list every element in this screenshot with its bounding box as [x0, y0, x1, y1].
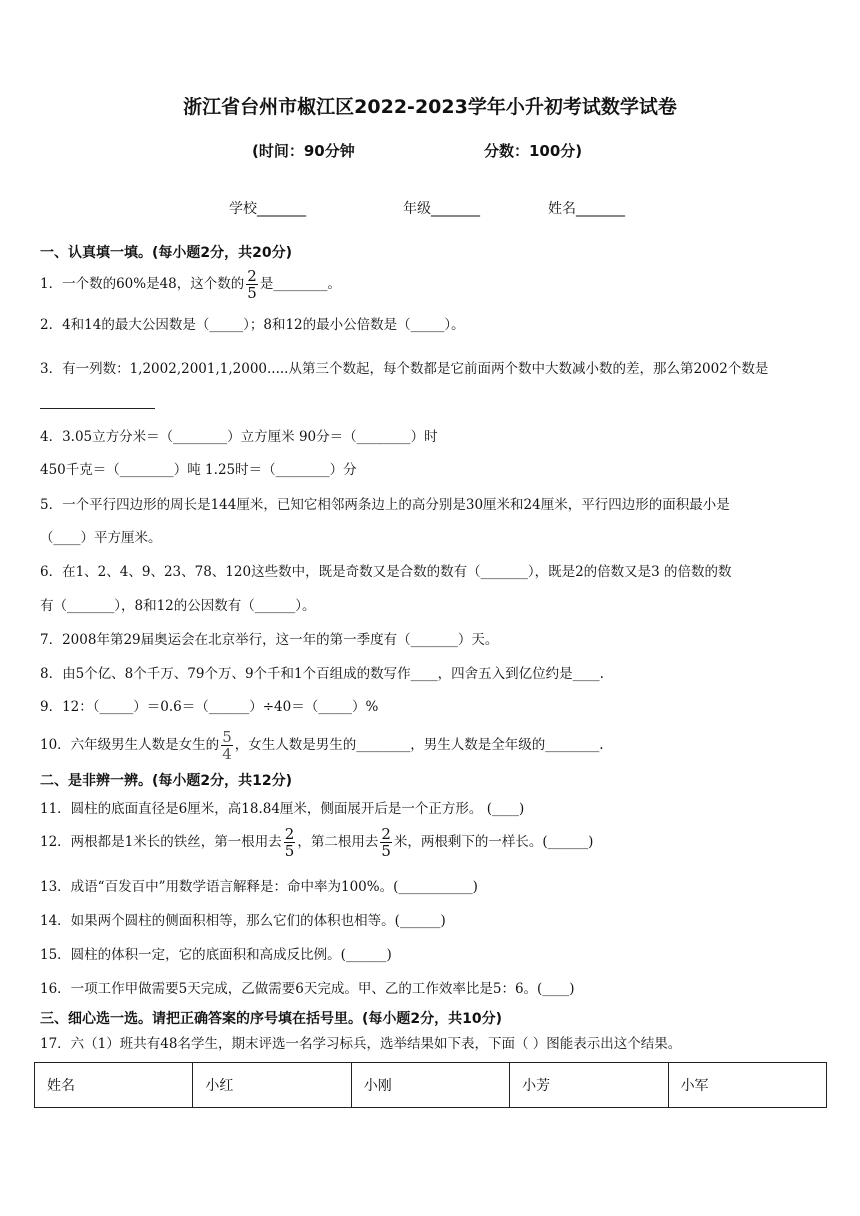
question-12 — [40, 826, 593, 859]
question-11: 11．圆柱的底面直径是6厘米，高18.84厘米，侧面展开后是一个正方形。 (____) — [40, 801, 525, 817]
section-2-heading: 二、是非辨一辨。(每小题2分，共12分) — [40, 773, 293, 789]
table-cell: 姓名 — [35, 1063, 193, 1108]
question-4-line-1: 4．3.05立方分米＝（________）立方厘米 90分＝（________）时 — [40, 429, 438, 445]
name-field: 姓名_______ — [548, 201, 625, 217]
question-12-tail: 米，两根剩下的一样长。(______) — [393, 834, 594, 850]
question-10-text: 10．六年级男生人数是女生的 — [40, 737, 220, 753]
fraction — [284, 826, 296, 859]
question-13: 13．成语“百发百中”用数学语言解释是：命中率为100%。(___________) — [40, 879, 478, 895]
exam-score: 分数：100分) — [484, 142, 583, 160]
question-4-line-2: 450千克＝（________）吨 1.25时＝（________）分 — [40, 462, 357, 478]
question-10-tail: ，女生人数是男生的________，男生人数是全年级的________. — [234, 737, 604, 753]
exam-time: (时间：90分钟 — [252, 142, 355, 160]
fraction-denominator: 5 — [247, 284, 257, 302]
table-cell: 小芳 — [510, 1063, 668, 1108]
fraction — [380, 826, 392, 859]
fraction-denominator: 4 — [222, 745, 232, 763]
question-16: 16．一项工作甲做需要5天完成，乙做需要6天完成。甲、乙的工作效率比是5：6。(____) — [40, 981, 575, 997]
table-row — [35, 1063, 827, 1108]
question-1-tail: 是________。 — [259, 276, 341, 292]
section-3-heading: 三、细心选一选。请把正确答案的序号填在括号里。(每小题2分，共10分) — [40, 1011, 503, 1027]
exam-title: 浙江省台州市椒江区2022-2023学年小升初考试数学试卷 — [183, 96, 677, 118]
question-17: 17．六（1）班共有48名学生，期末评选一名学习标兵，选举结果如下表，下面（ ）图能表示出这个结果。 — [40, 1036, 682, 1052]
question-9: 9．12：（_____）＝0.6＝（______）÷40＝（_____）% — [40, 699, 379, 715]
fraction — [221, 729, 233, 762]
fraction — [246, 268, 258, 301]
question-12-mid: ，第二根用去 — [297, 834, 379, 850]
fraction-numerator: 2 — [247, 267, 257, 285]
fraction-denominator: 5 — [284, 842, 295, 860]
fraction-numerator: 2 — [284, 825, 295, 843]
grade-field: 年级_______ — [403, 201, 480, 217]
fraction-denominator: 5 — [381, 842, 391, 860]
question-7: 7．2008年第29届奥运会在北京举行，这一年的第一季度有（_______）天。 — [40, 632, 499, 648]
question-3: 3．有一列数：1,2002,2001,1,2000.....从第三个数起，每个数都是它前面两个数中大数减小数的差，那么第2002个数是 — [40, 361, 769, 377]
table-cell: 小刚 — [351, 1063, 509, 1108]
vote-table — [34, 1062, 827, 1108]
question-10 — [40, 729, 604, 762]
question-8: 8．由5个亿、8个千万、79个万、9个千和1个百组成的数写作____，四舍五入到亿位约是____. — [40, 666, 604, 682]
question-14: 14．如果两个圆柱的侧面积相等，那么它们的体积也相等。(______) — [40, 913, 446, 929]
question-12-text: 12．两根都是1米长的铁丝，第一根用去 — [40, 834, 282, 850]
question-5-line-2: （____）平方厘米。 — [40, 530, 162, 546]
question-1-text: 1．一个数的60%是48，这个数的 — [40, 276, 245, 292]
question-15: 15．圆柱的体积一定，它的底面积和高成反比例。(______) — [40, 947, 392, 963]
school-field: 学校_______ — [229, 201, 306, 217]
section-1-heading: 一、认真填一填。(每小题2分，共20分) — [40, 245, 293, 261]
question-2: 2．4和14的最大公因数是（_____）；8和12的最小公倍数是（_____）。 — [40, 317, 465, 333]
question-5-line-1: 5．一个平行四边形的周长是144厘米，已知它相邻两条边上的高分别是30厘米和24厘米，平行四边形的面积最小是 — [40, 497, 730, 513]
table-cell: 小红 — [193, 1063, 351, 1108]
answer-line — [40, 408, 155, 409]
question-1 — [40, 268, 341, 301]
question-6-line-1: 6．在1、2、4、9、23、78、120这些数中，既是奇数又是合数的数有（_______），既是2的倍数又是3 的倍数的数 — [40, 564, 732, 580]
fraction-numerator: 5 — [222, 728, 232, 746]
question-6-line-2: 有（_______），8和12的公因数有（______）。 — [40, 598, 316, 614]
table-cell: 小军 — [668, 1063, 826, 1108]
fraction-numerator: 2 — [381, 825, 391, 843]
